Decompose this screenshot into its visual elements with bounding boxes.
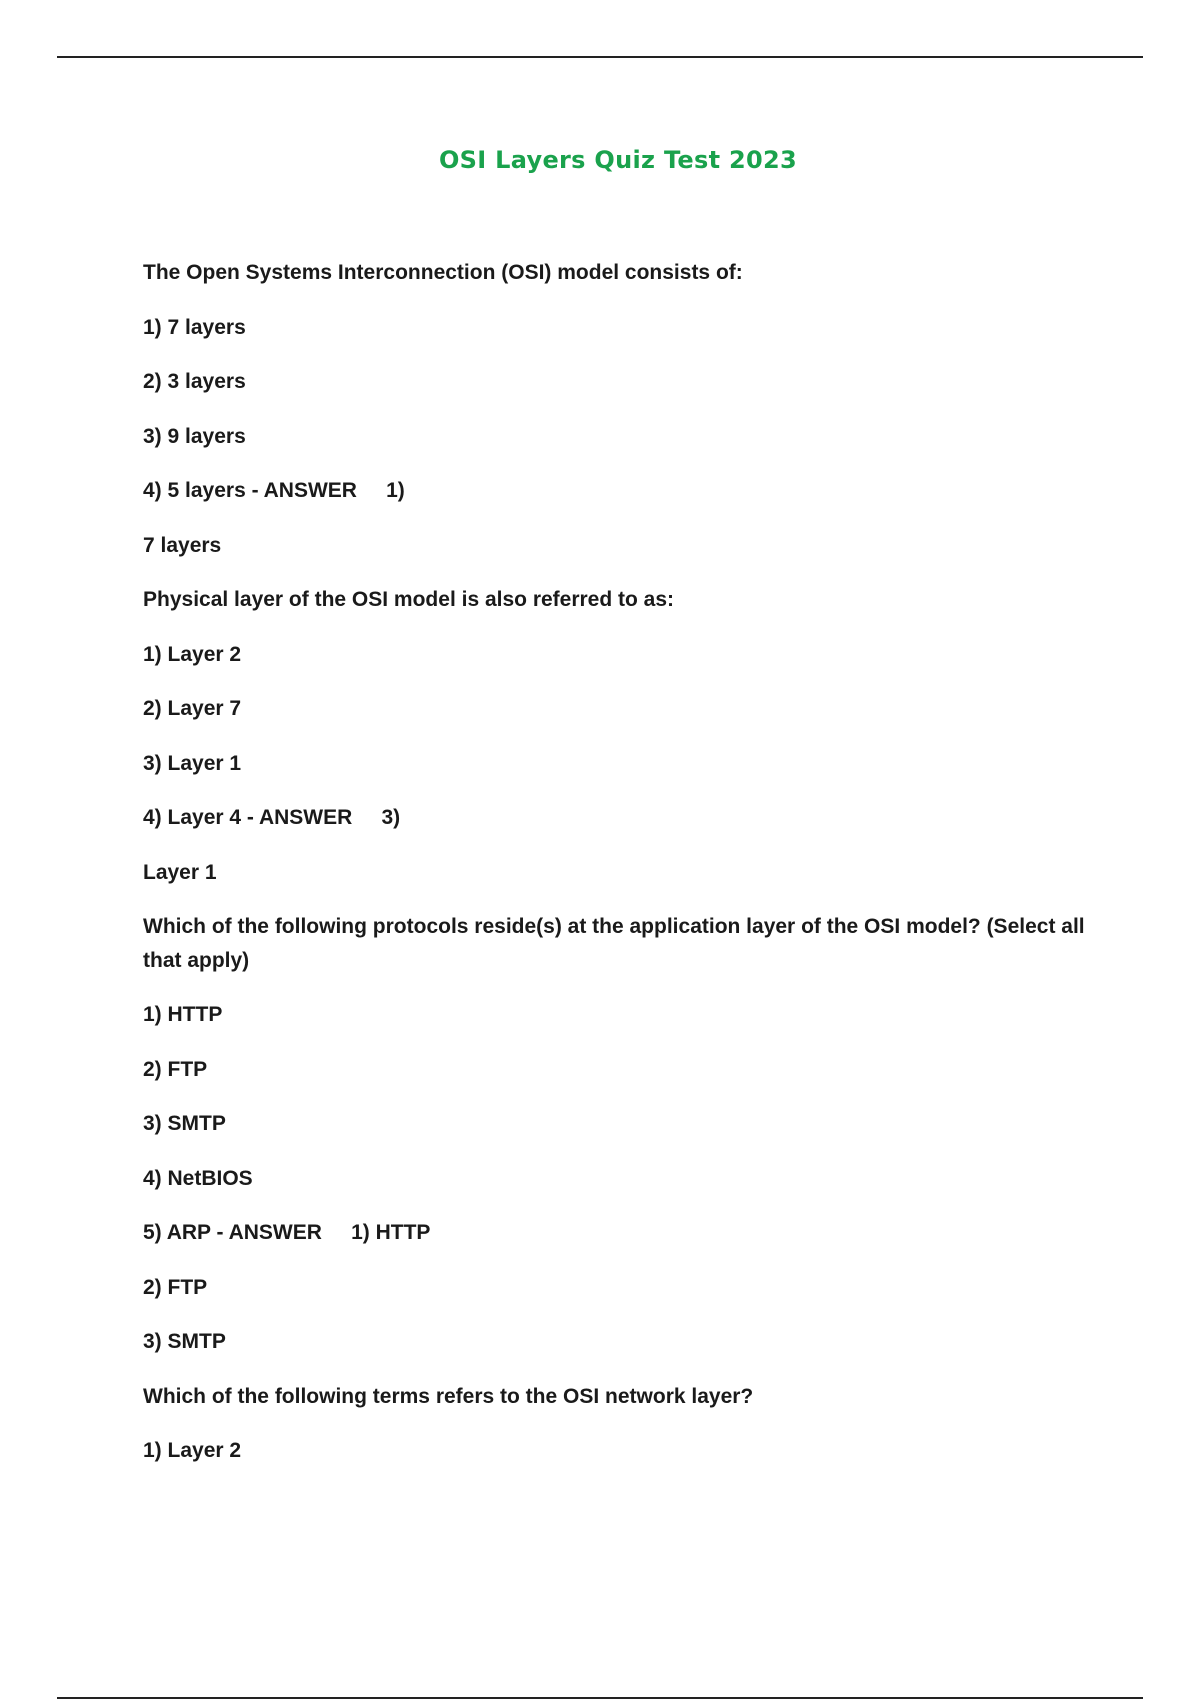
question-3-option-2: 2) FTP (143, 1057, 208, 1081)
question-1-option-3: 3) 9 layers (143, 424, 246, 448)
question-1-option-1: 1) 7 layers (143, 315, 246, 339)
question-1-answer-text: 7 layers (143, 533, 222, 557)
question-1-text: The Open Systems Interconnection (OSI) model consists of: (143, 261, 743, 284)
question-2-option-4-answer: 4) Layer 4 - ANSWER 3) (143, 806, 401, 829)
question-1-option-2: 2) 3 layers (143, 370, 246, 393)
document-body (143, 256, 1103, 1489)
question-3-text: Which of the following protocols reside(s) at the application layer of the OSI model? (Select all that apply) (143, 915, 1091, 972)
question-3-option-3: 3) SMTP (143, 1112, 226, 1135)
question-4-option-1: 1) Layer 2 (143, 1439, 242, 1462)
bottom-rule (57, 1697, 1143, 1699)
question-3-option-4: 4) NetBIOS (143, 1166, 253, 1190)
question-3-option-1: 1) HTTP (143, 1003, 223, 1026)
question-2-option-3: 3) Layer 1 (143, 751, 242, 775)
top-rule (57, 56, 1143, 58)
question-1-option-4-answer: 4) 5 layers - ANSWER 1) (143, 479, 405, 502)
document-title: OSI Layers Quiz Test 2023 (438, 146, 798, 174)
question-2-option-1: 1) Layer 2 (143, 642, 242, 666)
question-4-text: Which of the following terms refers to the OSI network layer? (143, 1384, 754, 1408)
question-2-option-2: 2) Layer 7 (143, 697, 242, 720)
question-3-option-5-answer: 5) ARP - ANSWER 1) HTTP (143, 1221, 431, 1244)
question-2-text: Physical layer of the OSI model is also referred to as: (143, 588, 675, 611)
question-3-answer-text-2: 2) FTP (143, 1275, 208, 1299)
question-2-answer-text: Layer 1 (143, 860, 217, 884)
question-3-answer-text-3: 3) SMTP (143, 1330, 226, 1353)
